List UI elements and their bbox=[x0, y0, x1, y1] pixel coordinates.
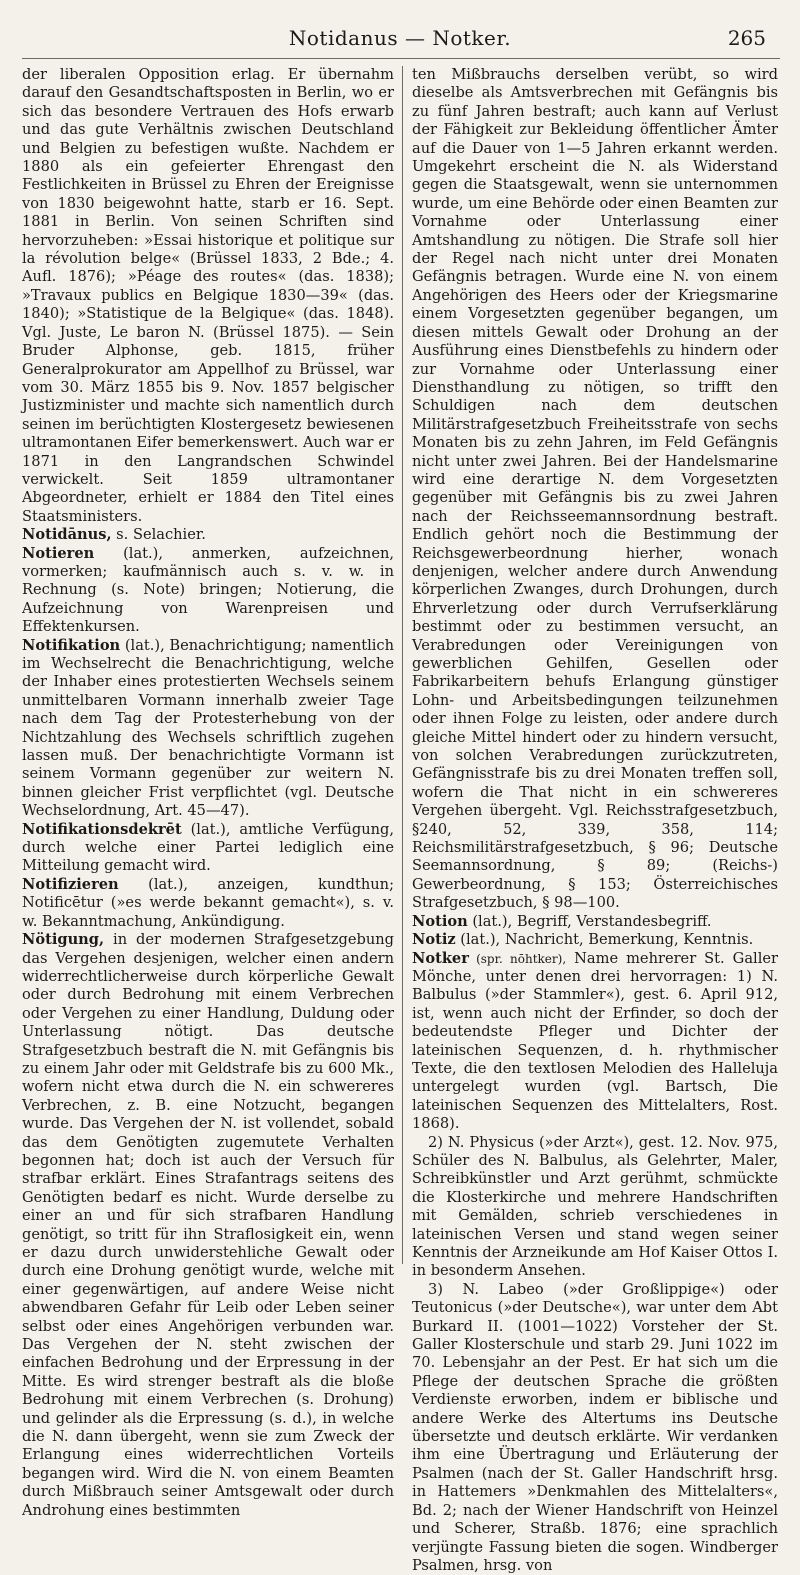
entry-notifikation bbox=[22, 637, 394, 821]
pronunciation: (spr. nōhtker), bbox=[468, 951, 567, 966]
headword: Notion bbox=[412, 912, 468, 930]
subentry-notker-physicus: 2) N. Physicus (»der Arzt«), gest. 12. Nov. 975, Schüler des N. Balbulus, als Gelehrter, Maler, Schreibkünstler und Arzt gerühmt, schmückte die Klosterkirche und mehrere Handschriften mit Gemälden, schrieb verschiedenes in lateinischen Versen und stand wegen seiner Kenntnis der Arzneikunde am Hof Kaiser Ottos I. in besonderm Ansehen. bbox=[412, 1133, 778, 1280]
headword: Notieren bbox=[22, 544, 95, 562]
entry-notieren bbox=[22, 545, 394, 637]
entry-notion bbox=[412, 913, 778, 931]
entry-text: (lat.), amtliche Verfügung, durch welche einer Partei lediglich eine Mitteilung gemacht wird. bbox=[22, 820, 394, 875]
entry-notifikationsdekret bbox=[22, 821, 394, 876]
left-column bbox=[22, 66, 394, 1519]
entry-text: s. Selachier. bbox=[111, 526, 206, 544]
entry-notidanus bbox=[22, 526, 394, 544]
headword: Notifikation bbox=[22, 636, 121, 654]
entry-notifizieren bbox=[22, 876, 394, 931]
continued-paragraph: der liberalen Opposition erlag. Er übernahm darauf den Gesandtschaftsposten in Berlin, wo er sich das besondere Vertrauen des Hofs erwarb und das gute Verhältnis zwischen Deutschland und Belgien zu befestigen wußte. Nachdem er 1880 als ein gefeierter Ehrengast den Festlichkeiten in Brüssel zu Ehren der Ereignisse von 1830 beigewohnt hatte, starb er 16. Sept. 1881 in Berlin. Von seinen Schriften sind hervorzuheben: »Essai historique et politique sur la révolution belge« (Brüssel 1833, 2 Bde.; 4. Aufl. 1876); »Péage des routes« (das. 1838); »Travaux publics en Belgique 1830—39« (das. 1840); »Statistique de la Belgique« (das. 1848). Vgl. Juste, Le baron N. (Brüssel 1875). — Sein Bruder Alphonse, geb. 1815, früher Generalprokurator am Appellhof zu Brüssel, war vom 30. März 1855 bis 9. Nov. 1857 belgischer Justizminister und machte sich namentlich durch seinen im berüchtigten Klostergesetz bewiesenen ultramontanen Eifer bemerkenswert. Auch war er 1871 in den Langrandschen Schwindel verwickelt. Seit 1859 ultramontaner Abgeordneter, erhielt er 1884 den Titel eines Staatsministers. bbox=[22, 66, 394, 525]
headword: Nötigung, bbox=[22, 931, 105, 949]
entry-noetigung bbox=[22, 931, 394, 1520]
headword: Notidānus, bbox=[22, 526, 112, 544]
entry-text: in der modernen Strafgesetzgebung das Vergehen desjenigen, welcher einen andern widerrechtlicherweise durch körperliche Gewalt oder durch Bedrohung mit einem Verbrechen oder Vergehen zu einer Handlung, Duldung oder Unterlassung nötigt. Das deutsche Strafgesetzbuch bestraft die N. mit Gefängnis bis zu einem Jahr oder mit Geldstrafe bis zu 600 Mk., wofern nicht etwa durch die N. ein schwereres Verbrechen, z. B. eine Notzucht, begangen wurde. Das Vergehen der N. ist vollendet, sobald das dem Genötigten zugemutete Verhalten begonnen hat; doch ist auch der Versuch für strafbar erklärt. Eines Strafantrags seitens des Genötigten bedarf es nicht. Wurde derselbe zu einer an und für sich strafbaren Handlung genötigt, so tritt für ihn Straflosigkeit ein, wenn er dazu durch unwiderstehliche Gewalt oder durch eine Drohung genötigt wurde, welche mit einer gegenwärtigen, auf andere Weise nicht abwendbaren Gefahr für Leib oder Leben seiner selbst oder eines Angehörigen verbunden war. Das Vergehen der N. steht zwischen der einfachen Bedrohung und der Erpressung in der Mitte. Es wird strenger bestraft als die bloße Bedrohung mit einem Verbrechen (s. Drohung) und gelinder als die Erpressung (s. d.), in welche die N. dann übergeht, wenn sie zum Zweck der Erlangung eines widerrechtlichen Vorteils begangen wird. Wird die N. von einem Beamten durch Mißbrauch seiner Amtsgewalt oder durch Androhung eines bestimmten bbox=[22, 931, 394, 1519]
entry-text: (lat.), Nachricht, Bemerkung, Kenntnis. bbox=[455, 931, 754, 949]
page-header bbox=[0, 0, 800, 56]
entry-text: (lat.), Benachrichtigung; namentlich im Wechselrecht die Benachrichtigung, welche der Inhaber eines protestierten Wechsels seinem unmittelbaren Vormann innerhalb zweier Tage nach dem Tag der Protesterhebung von der Nichtzahlung des Wechsels schriftlich zugehen lassen muß. Der benachrichtigte Vormann ist seinem Vormann gegenüber zur weitern N. binnen gleicher Frist verpflichtet (vgl. Deutsche Wechselordnung, Art. 45—47). bbox=[22, 636, 394, 820]
entry-notiz bbox=[412, 931, 778, 949]
subentry-notker-labeo: 3) N. Labeo (»der Großlippige«) oder Teutonicus (»der Deutsche«), war unter dem Abt Burkard II. (1001—1022) Vorsteher der St. Galler Klosterschule und starb 29. Juni 1022 im 70. Lebensjahr an der Pest. Er hat sich um die Pflege der deutschen Sprache die größten Verdienste erworben, indem er biblische und andere Werke des Altertums ins Deutsche übersetzte und deutsch erklärte. Wir verdanken ihm eine Übertragung und Erläuterung der Psalmen (nach der St. Galler Handschrift hrsg. in Hattemers »Denkmahlen des Mittelalters«, Bd. 2; nach der Wiener Handschrift von Heinzel und Scherer, Straßb. 1876; eine sprachlich verjüngte Fassung bieten die sogen. Windberger Psalmen, hrsg. von bbox=[412, 1280, 778, 1574]
headword: Notifikationsdekrēt bbox=[22, 820, 182, 838]
entry-text: (lat.), anmerken, aufzeichnen, vormerken; kaufmännisch auch s. v. w. in Rechnung (s. Note) bringen; Notierung, die Aufzeichnung von Warenpreisen und Effektenkursen. bbox=[22, 544, 394, 636]
page-number: 265 bbox=[727, 26, 766, 50]
entry-text: Name mehrerer St. Galler Mönche, unter denen drei hervorragen: 1) N. Balbulus (»der Stammler«), gest. 6. April 912, ist, wenn auch nicht der Erfinder, so doch der bedeutendste Pfleger und Dichter der lateinischen Sequenzen, d. h. rhythmischer Texte, die den textlosen Melodien des Halleluja untergelegt wurden (vgl. Bartsch, Die lateinischen Sequenzen des Mittelalters, Rost. 1868). bbox=[412, 949, 778, 1133]
entry-notker bbox=[412, 950, 778, 1134]
headword: Notiz bbox=[412, 931, 456, 949]
entry-text: (lat.), Begriff, Verstandesbegriff. bbox=[467, 912, 712, 930]
header-rule bbox=[22, 58, 780, 59]
column-divider bbox=[402, 66, 403, 1264]
headword: Notker bbox=[412, 949, 469, 967]
right-column bbox=[412, 66, 778, 1574]
running-head: Notidanus — Notker. bbox=[288, 26, 512, 50]
continued-paragraph: ten Mißbrauchs derselben verübt, so wird dieselbe als Amtsverbrechen mit Gefängnis bis zu fünf Jahren bestraft; auch kann auf Verlust der Fähigkeit zur Bekleidung öffentlicher Ämter auf die Dauer von 1—5 Jahren erkannt werden. Umgekehrt erscheint die N. als Widerstand gegen die Staatsgewalt, wenn sie unternommen wurde, um eine Behörde oder einen Beamten zur Vornahme oder Unterlassung einer Amtshandlung zu nötigen. Die Strafe soll hier der Regel nach nicht unter drei Monaten Gefängnis betragen. Wurde eine N. von einem Angehörigen des Heers oder der Kriegsmarine einem Vorgesetzten gegenüber begangen, um diesen mittels Gewalt oder Drohung an der Ausführung eines Dienstbefehls zu hindern oder zur Vornahme oder Unterlassung einer Diensthandlung zu nötigen, so trifft den Schuldigen nach dem deutschen Militärstrafgesetzbuch Freiheitsstrafe von sechs Monaten bis zu zehn Jahren, im Feld Gefängnis nicht unter zwei Jahren. Bei der Handelsmarine wird eine derartige N. dem Vorgesetzten gegenüber mit Gefängnis bis zu zwei Jahren nach der Reichsseemannsordnung bestraft. Endlich gehört noch die Bestimmung der Reichsgewerbeordnung hierher, wonach denjenigen, welcher andere durch Anwendung körperlichen Zwanges, durch Drohungen, durch Ehrverletzung oder durch Verrufserklärung bestimmt oder zu bestimmen versucht, an Verabredungen oder Vereinigungen von gewerblichen Gehilfen, Gesellen oder Fabrikarbeitern behufs Erlangung günstiger Lohn- und Arbeitsbedingungen teilzunehmen oder ihnen Folge zu leisten, oder andere durch gleiche Mittel hindert oder zu hindern versucht, von solchen Verabredungen zurückzutreten, Gefängnisstrafe bis zu drei Monaten treffen soll, wofern die That nicht in ein schwereres Vergehen übergeht. Vgl. Reichsstrafgesetzbuch, §240, 52, 339, 358, 114; Reichsmilitärstrafgesetzbuch, § 96; Deutsche Seemannsordnung, § 89; (Reichs-) Gewerbeordnung, § 153; Österreichisches Strafgesetzbuch, § 98—100. bbox=[412, 66, 778, 912]
entry-text: (lat.), anzeigen, kundthun; Notificētur (»es werde bekannt gemacht«), s. v. w. Bekanntmachung, Ankündigung. bbox=[22, 875, 394, 930]
headword: Notifizieren bbox=[22, 875, 119, 893]
